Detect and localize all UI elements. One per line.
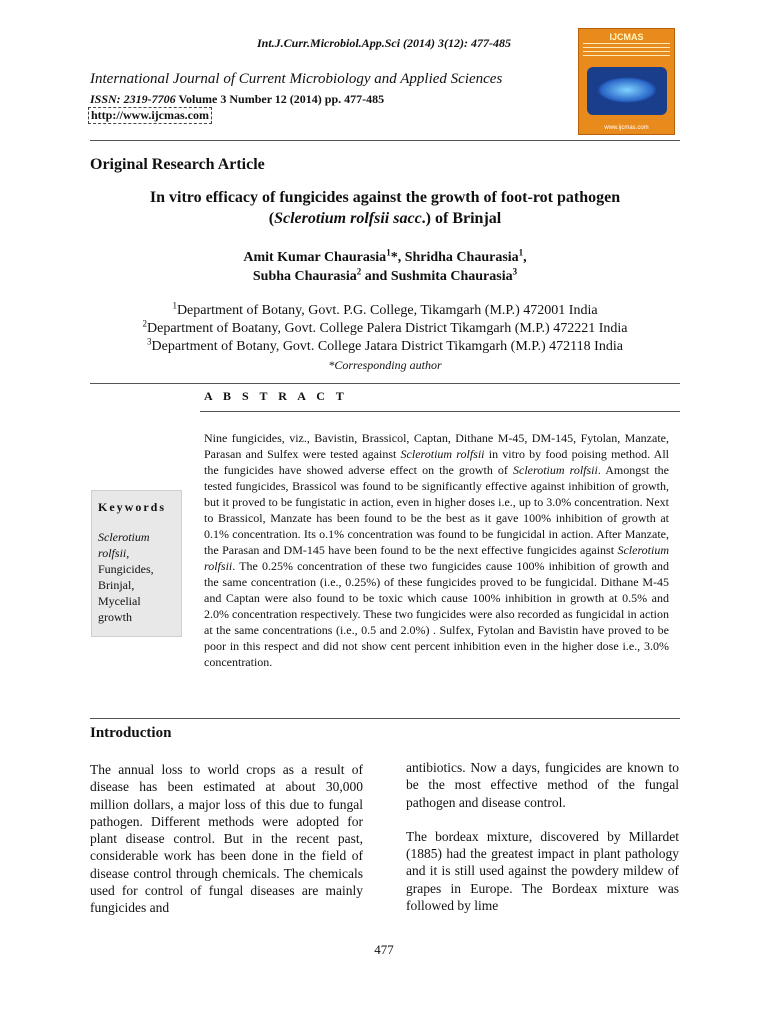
- abstract-top-divider: [90, 383, 680, 384]
- volume-info: Volume 3 Number 12 (2014) pp. 477-485: [175, 92, 385, 106]
- abstract-text: [204, 430, 669, 670]
- abstract-species-name: Sclerotium rolfsii: [400, 447, 485, 461]
- author-line-1: [90, 248, 680, 267]
- page-number: 477: [374, 942, 394, 957]
- corresponding-author-note: *Corresponding author: [328, 358, 442, 372]
- keywords-box: [91, 490, 182, 637]
- author-name: Amit Kumar Chaurasia: [243, 250, 387, 265]
- journal-url-link[interactable]: http://www.ijcmas.com: [88, 107, 212, 124]
- affiliation: [90, 302, 680, 320]
- cover-title-lines: [583, 43, 670, 59]
- keywords-list: [98, 529, 175, 625]
- affiliation-sup: 3: [147, 336, 152, 347]
- author-sep: ,: [523, 250, 527, 265]
- affiliation-sup: 2: [142, 318, 148, 329]
- paragraph: antibiotics. Now a days, fungicides are known to be the most effective method of the fungal pathogen and disease control.: [406, 760, 679, 810]
- cover-artwork: [587, 67, 667, 115]
- affiliation: [90, 338, 680, 356]
- abstract-segment: Nine fungicides, viz., Bavistin, Brassicol, Captan, Dithane M-45, DM-145, Fytolan, Manzate, Parasan and Sulfex were tested against: [204, 431, 669, 461]
- author-sup: 1: [518, 247, 524, 258]
- journal-cover-image: [578, 28, 675, 135]
- introduction-column-left: [90, 761, 363, 934]
- journal-name: International Journal of Current Microbiology and Applied Sciences: [90, 71, 503, 87]
- author-sup: 2: [356, 266, 362, 277]
- title-tail: .) of Brinjal: [421, 210, 502, 227]
- abstract-species-name: Sclerotium rolfsii: [204, 543, 669, 573]
- running-head: Int.J.Curr.Microbiol.App.Sci (2014) 3(12): 477-485: [256, 36, 511, 50]
- author-sep: and: [361, 269, 391, 284]
- author-sep: *,: [390, 250, 405, 265]
- header-divider: [90, 140, 680, 141]
- author-name: Sushmita Chaurasia: [390, 269, 513, 284]
- title-line-2: [90, 208, 680, 229]
- abstract-heading-divider: [200, 411, 680, 412]
- title-line-1: In vitro efficacy of fungicides against the growth of foot-rot pathogen: [149, 189, 621, 206]
- abstract-species-name: Sclerotium rolfsii: [513, 463, 598, 477]
- introduction-column-right: [406, 759, 679, 931]
- abstract-segment: . The 0.25% concentration of these two fungicides cause 100% inhibition of growth and the same concentration (i.e., 0.25%) of these fungicides proved to be fungicidal. Dithane M-45 and Captan were also found to be toxic which cause 100% inhibition in growth at 0.5% and 2.0% concentration respectively. These two fungicides were also recorded as fungicidal in action at the same concentrations (i.e., 0.5 and 2.0%) . Sulfex, Fytolan and Bavistin have proved to be poor in this respect and did not show cent percent inhibition even in the higher dose i.e., 3.0% concentration.: [204, 559, 669, 669]
- keyword-item: Sclerotium rolfsii,: [98, 530, 150, 560]
- title-paren: (: [268, 210, 275, 227]
- affiliation-sup: 1: [172, 300, 177, 311]
- affiliation-list: [90, 302, 680, 356]
- affiliation-text: Department of Botany, Govt. P.G. College, Tikamgarh (M.P.) 472001 India: [176, 303, 598, 318]
- keywords-heading: Keywords: [98, 500, 166, 514]
- abstract-segment: . Amongst the tested fungicides, Brassicol was found to be significantly effective against inhibition of growth, but it proved to be fungistatic in action, even in higher doses i.e., up to 3.0% concentration. Next to Brassicol, Manzate has been found to be the best as it gave 100% inhibition of growth at 0.1% concentration. Its o.1% concentration was found to be fungicidal in action. After Manzate, the Parasan and DM-145 have been found to be the next effective fungicides against: [204, 463, 669, 557]
- abstract-heading: A B S T R A C T: [204, 389, 348, 403]
- author-line-2: [90, 267, 680, 286]
- author-sup: 3: [512, 266, 518, 277]
- title-species: Sclerotium rolfsii sacc: [274, 210, 422, 227]
- section-heading-introduction: Introduction: [90, 725, 172, 741]
- article-title: [90, 187, 680, 229]
- author-name: Shridha Chaurasia: [404, 250, 519, 265]
- article-type: Original Research Article: [90, 156, 265, 173]
- author-list: [90, 248, 680, 286]
- affiliation-text: Department of Botany, Govt. College Jatara District Tikamgarh (M.P.) 472118 India: [151, 339, 623, 354]
- keyword-item: Brinjal,: [98, 578, 135, 592]
- abstract-bottom-divider: [90, 718, 680, 719]
- cover-footer: www.ijcmas.com: [604, 125, 649, 131]
- paragraph: The annual loss to world crops as a result of disease has been estimated at about 30,000 million dollars, a major loss of this due to fungal pathogen. Different methods were adopted for plant disease control. But in the recent past, considerable work has been done in the field of disease control through chemicals. The chemicals used for control of fungal diseases are mainly fungicides and: [90, 762, 363, 916]
- abstract-segment: in vitro by food poising method. All the fungicides have showed adverse effect on the growth of: [204, 447, 669, 477]
- issn: ISSN: 2319-7706: [90, 92, 176, 106]
- affiliation: [90, 320, 680, 338]
- keyword-item: Mycelial growth: [98, 594, 141, 624]
- cover-logo: IJCMAS: [609, 32, 644, 42]
- issn-line: [90, 92, 384, 107]
- affiliation-text: Department of Boatany, Govt. College Palera District Tikamgarh (M.P.) 472221 India: [147, 321, 628, 336]
- keyword-item: Fungicides,: [98, 562, 154, 576]
- author-sup: 1: [386, 247, 391, 258]
- paragraph: The bordeax mixture, discovered by Millardet (1885) had the greatest impact in plant pathology and it is still used against the powdery mildew of grapes in Europe. The Bordeax mixture was followed by lime: [406, 828, 679, 914]
- author-name: Subha Chaurasia: [252, 269, 357, 284]
